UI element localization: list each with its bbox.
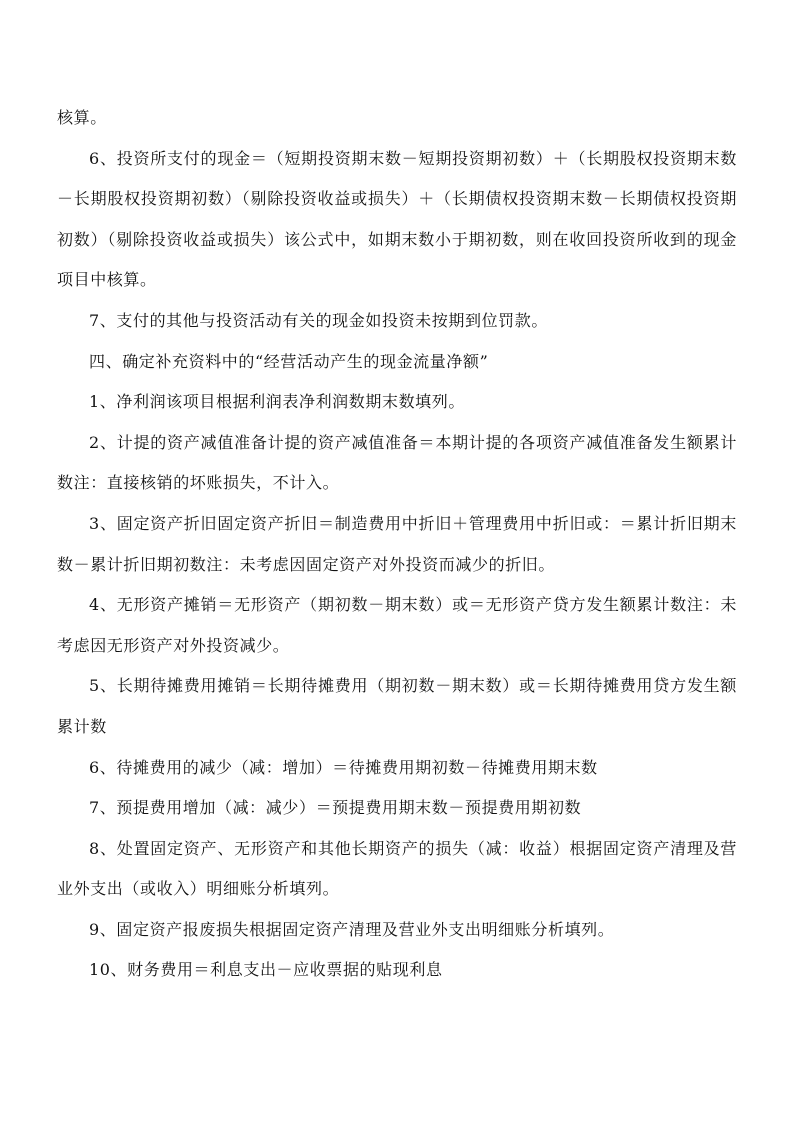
- paragraph-depreciation: 3、固定资产折旧固定资产折旧＝制造费用中折旧＋管理费用中折旧或：＝累计折旧期末数－累计折旧期初数注：未考虑因固定资产对外投资而减少的折旧。: [57, 513, 737, 574]
- paragraph-asset-impairment: 2、计提的资产减值准备计提的资产减值准备＝本期计提的各项资产减值准备发生额累计数注：直接核销的坏账损失，不计入。: [57, 432, 737, 493]
- paragraph-other-investment-cash: 7、支付的其他与投资活动有关的现金如投资未按期到位罚款。: [89, 310, 548, 330]
- paragraph-prepaid-expense-decrease: 6、待摊费用的减少（减：增加）＝待摊费用期初数－待摊费用期末数: [89, 757, 598, 777]
- paragraph-scrapping-loss: 9、固定资产报废损失根据固定资产清理及营业外支出明细账分析填列。: [89, 919, 615, 939]
- paragraph-continuation: 核算。: [57, 108, 107, 127]
- paragraph-long-term-deferred-amortization: 5、长期待摊费用摊销＝长期待摊费用（期初数－期末数）或＝长期待摊费用贷方发生额累计数: [57, 676, 737, 736]
- section-heading-operating-cash-flow: 四、确定补充资料中的“经营活动产生的现金流量净额”: [89, 351, 489, 371]
- paragraph-disposal-loss: 8、处置固定资产、无形资产和其他长期资产的损失（减：收益）根据固定资产清理及营业外支出（或收入）明细账分析填列。: [57, 838, 737, 899]
- paragraph-financial-expense: 10、财务费用＝利息支出－应收票据的贴现利息: [89, 960, 443, 980]
- paragraph-investment-cash-paid: 6、投资所支付的现金＝（短期投资期末数－短期投资期初数）＋（长期股权投资期末数－长期股权投资期初数）（剔除投资收益或损失）＋（长期债权投资期末数－长期债权投资期初数）（剔除投资收益或损失）该公式中，如期末数小于期初数，则在收回投资所收到的现金项目中核算。: [57, 148, 737, 290]
- document-body: [57, 98, 737, 991]
- paragraph-net-profit: 1、净利润该项目根据利润表净利润数期末数填列。: [89, 392, 465, 412]
- paragraph-intangible-amortization: 4、无形资产摊销＝无形资产（期初数－期末数）或＝无形资产贷方发生额累计数注：未考虑因无形资产对外投资减少。: [57, 595, 737, 655]
- paragraph-accrued-expense-increase: 7、预提费用增加（减：减少）＝预提费用期末数－预提费用期初数: [89, 798, 582, 818]
